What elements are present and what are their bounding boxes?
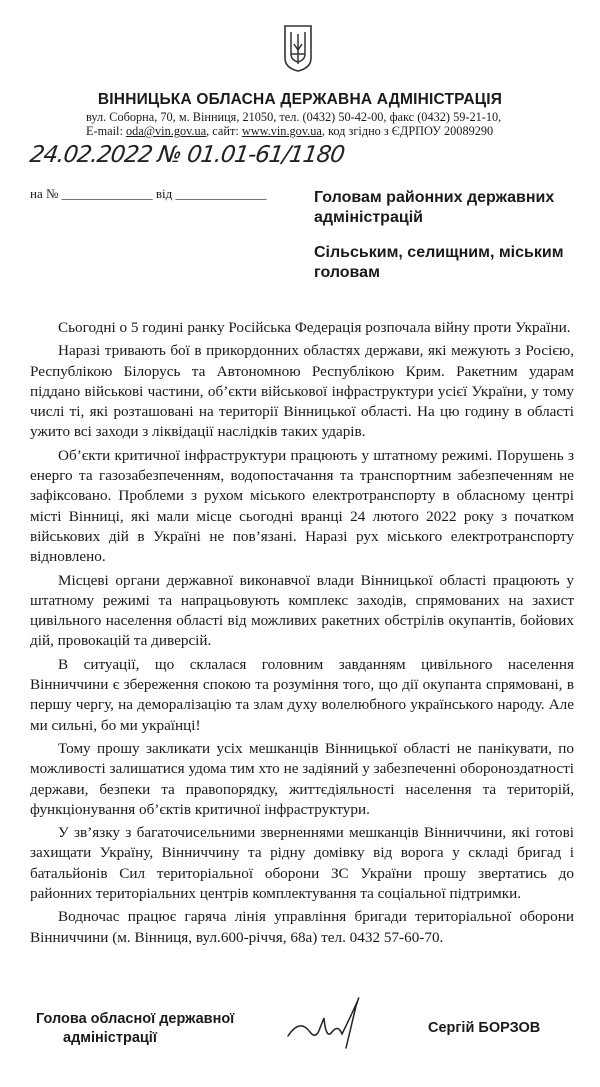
reference-line: на № ______________ від ______________ — [30, 186, 267, 201]
body-paragraph: Тому прошу закликати усіх мешканців Вінницької області не панікувати, по можливості залишатися удома тим хто не задіяний у забезпеченні обороноздатності держави, безпеки та правопорядку, життєдіяльності населення та територій, функціонування об’єктів критичної інфраструктури. — [30, 739, 574, 818]
edrpou-code: , код згідно з ЄДРПОУ 20089290 — [321, 124, 494, 138]
site-label: , сайт: — [206, 124, 242, 138]
email-label: E-mail: — [86, 124, 126, 138]
body-paragraph: Об’єкти критичної інфраструктури працюють у штатному режимі. Порушень з енерго та газозабезпеченням, водопостачання та транспортним забезпеченням не зафіксовано. Проблеми з рухом міського електротранспорту в обласному центрі місті Вінниці, які мали місце сьогодні вранці 24 лютого 2022 року з початком військових дій в Україні не пов’язані. Наразі рух міського електротранспорту відновлено. — [30, 446, 574, 566]
body-paragraph: У зв’язку з багаточисельними зверненнями мешканців Вінниччини, які готові захищати Україну, Вінниччину та рідну домівку від ворога у складі бригад і батальйонів Сил територіальної оборони ЗС України прошу звертатись до районних територіальних центрів комплектування та соціальної підтримки. — [30, 824, 574, 903]
contacts-email-line — [86, 124, 493, 139]
signatory-role-line1: Голова обласної державної — [36, 1011, 235, 1027]
site-link[interactable]: www.vin.gov.ua — [241, 124, 322, 138]
body-paragraph: Наразі тривають бої в прикордонних областях держави, які межують з Росією, Республікою Білорусь та Автономною Республікою Крим. Ракетним ударам піддано військові частини, об’єкти військової інфраструктури усієї України, у тому числі ті, які розташовані на території Вінницької області. На цю годину в області ужито всі заходи з ліквідації наслідків таких ударів. — [30, 342, 574, 441]
letter-body — [30, 318, 574, 948]
body-paragraph: Сьогодні о 5 годині ранку Російська Федерація розпочала війну проти України. — [58, 319, 571, 336]
trident-emblem-icon — [282, 24, 314, 72]
addressee-village-heads: Сільським, селищним, міським головам — [314, 244, 564, 281]
body-paragraph: В ситуації, що склалася головним завданням цивільного населення Вінниччини є збереження спокою та розуміння того, що дії окупанта спрямовані, в першу чергу, на деморалізацію та злам духу волелюбного українського народу. Але ми сильні, бо ми українці! — [30, 655, 574, 734]
body-paragraph: Водночас працює гаряча лінія управління бригади територіальної оборони Вінниччини (м. Вінниця, вул.600-річчя, 68а) тел. 0432 57-60-70. — [30, 908, 574, 946]
signatory-role-line2: адміністрації — [63, 1030, 157, 1046]
body-paragraph: Місцеві органи державної виконавчої влади Вінницької області працюють у штатному режимі та напрацьовують комплекс заходів, спрямованих на захист цивільного населення області від можливих ракетних обстрілів окупантів, бойових дій, провокацій та диверсій. — [30, 571, 574, 650]
handwritten-date-number: 24.02.2022 № 01.01-61/1180 — [28, 142, 346, 168]
addressee-district-heads: Головам районних державних адміністрацій — [314, 189, 555, 226]
organization-title: ВІННИЦЬКА ОБЛАСНА ДЕРЖАВНА АДМІНІСТРАЦІЯ — [97, 91, 503, 108]
signatory-name: Сергій БОРЗОВ — [428, 1020, 541, 1036]
contacts-address-line: вул. Соборна, 70, м. Вінниця, 21050, тел. (0432) 50-42-00, факс (0432) 59-21-10, — [86, 110, 502, 124]
handwritten-signature-icon — [280, 988, 380, 1058]
email-link[interactable]: oda@vin.gov.ua — [125, 124, 207, 138]
